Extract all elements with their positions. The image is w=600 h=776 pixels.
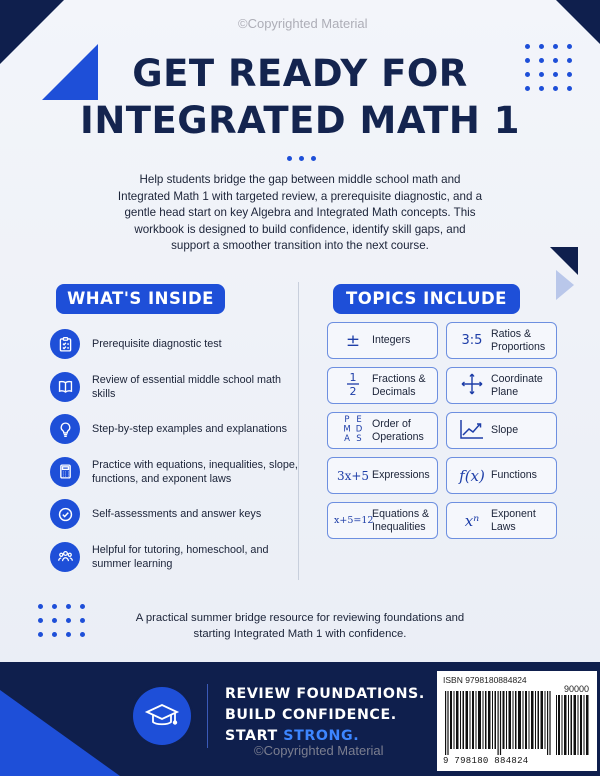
topic-card bbox=[327, 367, 438, 404]
topic-card bbox=[446, 322, 557, 359]
topic-card bbox=[446, 457, 557, 494]
topic-label: Ratios & Proportions bbox=[491, 327, 546, 353]
calculator-icon bbox=[50, 457, 80, 487]
page-title bbox=[0, 50, 600, 144]
topic-label: Slope bbox=[491, 424, 519, 436]
slogan-start: START bbox=[225, 728, 284, 744]
list-item-text: Self-assessments and answer keys bbox=[92, 508, 262, 521]
closing-paragraph: A practical summer bridge resource for reviewing foundations and starting Integrated Math 1 with confidence. bbox=[135, 612, 465, 640]
topic-label: Integers bbox=[372, 334, 411, 346]
clipboard-icon bbox=[50, 329, 80, 359]
list-item-text: Practice with equations, inequalities, slope, functions, and exponent laws bbox=[92, 458, 298, 485]
topic-label: Order of Operations bbox=[372, 417, 424, 443]
price-code: 90000 bbox=[563, 684, 589, 694]
checkmark-icon bbox=[50, 499, 80, 529]
list-item bbox=[50, 493, 300, 536]
whats-inside-heading: WHAT'S INSIDE bbox=[56, 284, 225, 314]
list-item-text: Review of essential middle school math skills bbox=[92, 373, 282, 400]
topic-label: Equations & Inequalities bbox=[372, 507, 430, 533]
list-item-text: Step-by-step examples and explanations bbox=[92, 423, 288, 436]
barcode-bars-main bbox=[445, 691, 553, 755]
list-item-text: Helpful for tutoring, homeschool, and summer learning bbox=[92, 543, 269, 570]
slope-graph-icon bbox=[453, 418, 491, 444]
topic-card bbox=[327, 322, 438, 359]
expression-icon: 3x+5 bbox=[336, 468, 370, 483]
topic-card bbox=[327, 502, 438, 539]
coordinate-axes-icon bbox=[453, 372, 491, 400]
isbn-label: ISBN 9798180884824 bbox=[443, 675, 527, 685]
topic-label: Exponent Laws bbox=[491, 507, 536, 533]
list-item-text: Prerequisite diagnostic test bbox=[92, 338, 222, 351]
corner-triangle-top-right bbox=[556, 0, 600, 44]
book-icon bbox=[50, 372, 80, 402]
slogan-line-1: REVIEW FOUNDATIONS. bbox=[225, 686, 425, 702]
function-icon: f(x) bbox=[459, 466, 485, 485]
topic-card bbox=[446, 412, 557, 449]
title-line-1: GET READY FOR bbox=[132, 52, 468, 95]
equation-icon: x+5=12 bbox=[334, 515, 374, 526]
topic-label: Functions bbox=[491, 469, 537, 481]
list-item bbox=[50, 323, 300, 366]
footer-slogan bbox=[225, 684, 425, 747]
list-item bbox=[50, 451, 300, 494]
barcode-bars-addon bbox=[556, 695, 590, 755]
ratio-icon: 3:5 bbox=[461, 333, 483, 348]
copyright-watermark-top: ©Copyrighted Material bbox=[238, 16, 368, 31]
topic-card bbox=[446, 502, 557, 539]
whats-inside-list bbox=[50, 323, 300, 578]
topic-card bbox=[446, 367, 557, 404]
topic-label: Fractions & Decimals bbox=[372, 372, 426, 398]
pemdas-icon bbox=[334, 414, 372, 448]
pemdas-letter: E bbox=[356, 414, 362, 425]
pemdas-letter: M bbox=[343, 424, 351, 434]
pemdas-letter: P bbox=[344, 414, 350, 425]
pemdas-letter: D bbox=[355, 424, 363, 434]
isbn-barcode bbox=[437, 671, 597, 771]
lightbulb-icon bbox=[50, 414, 80, 444]
title-line-2: INTEGRATED MATH 1 bbox=[80, 99, 520, 142]
barcode-digits: 9 798180 884824 bbox=[443, 756, 529, 766]
list-item bbox=[50, 366, 300, 409]
footer-divider bbox=[207, 684, 208, 748]
fraction-icon bbox=[334, 370, 372, 402]
copyright-watermark-bottom: ©Copyrighted Material bbox=[254, 743, 384, 758]
pemdas-letter: S bbox=[356, 433, 362, 444]
topic-card bbox=[327, 412, 438, 449]
topic-card bbox=[327, 457, 438, 494]
svg-text:1: 1 bbox=[349, 370, 357, 384]
plus-minus-icon: ± bbox=[345, 330, 361, 351]
footer-triangle-blue bbox=[0, 690, 120, 776]
topics-grid bbox=[327, 322, 557, 539]
graduation-cap-icon bbox=[133, 687, 191, 745]
pemdas-letter: A bbox=[344, 433, 350, 444]
topic-label: Expressions bbox=[372, 469, 430, 481]
slogan-line-2: BUILD CONFIDENCE. bbox=[225, 707, 397, 723]
slogan-strong: STRONG. bbox=[283, 728, 360, 744]
topic-label: Coordinate Plane bbox=[491, 372, 543, 398]
title-divider-dots bbox=[287, 156, 316, 161]
exponent-icon: xⁿ bbox=[464, 511, 480, 530]
svg-text:2: 2 bbox=[349, 384, 357, 398]
decor-triangle-light bbox=[556, 270, 574, 300]
topics-include-heading: TOPICS INCLUDE bbox=[333, 284, 520, 314]
list-item bbox=[50, 408, 300, 451]
people-icon bbox=[50, 542, 80, 572]
intro-paragraph: Help students bridge the gap between middle school math and Integrated Math 1 with targeted review, a prerequisite diagnostic, and a gentle head start on key Algebra and Integrated Math concepts. This workbook is designed to build confidence, identify skill gaps, and support a smoother transition into the next course. bbox=[117, 173, 483, 252]
list-item bbox=[50, 536, 300, 579]
dot-grid-bottom-left bbox=[38, 604, 85, 637]
